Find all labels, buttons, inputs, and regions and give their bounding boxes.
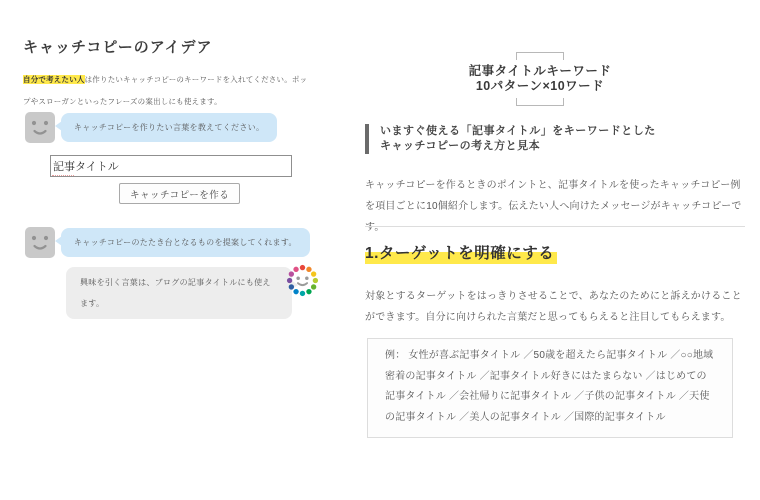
robot-face-icon	[25, 112, 55, 143]
boxed-title-line1: 記事タイトルキーワード	[468, 64, 612, 78]
intro-highlight: 自分で考えたい人	[23, 74, 85, 84]
chat-bubble-description: キャッチコピーのたたき台となるものを提案してくれます。	[61, 228, 310, 257]
section-heading-line2: キャッチコピーの考え方と見本	[380, 140, 541, 152]
item1-heading-highlight: 1.ターゲットを明確にする	[365, 245, 557, 264]
bracket-top-decoration	[516, 52, 564, 60]
spellcheck-underline	[52, 173, 74, 176]
generate-copy-button[interactable]: キャッチコピーを作る	[119, 183, 240, 204]
section-divider	[365, 226, 745, 227]
section-heading-line1: いますぐ使える「記事タイトル」をキーワードとした	[380, 125, 656, 137]
article-lead-paragraph: キャッチコピーを作るときのポイントと、記事タイトルを使ったキャッチコピー例を項目ごとに10個紹介します。伝えたい人へ向けたメッセージがキャッチコピーです。	[365, 180, 742, 233]
article-boxed-title	[390, 52, 690, 106]
chat-bubble-prompt: キャッチコピーを作りたい言葉を教えてください。	[61, 113, 277, 142]
chat-bubble-tip: 興味を引く言葉は、ブログの記事タイトルにも使えます。	[66, 267, 292, 319]
tool-title: キャッチコピーのアイデア	[23, 39, 213, 56]
keyword-input[interactable]	[50, 155, 292, 177]
rainbow-dots-smiley-icon	[286, 264, 319, 297]
item1-heading	[365, 241, 557, 263]
item1-paragraph: 対象とするターゲットをはっきりさせることで、あなたのためにと訴えかけることができます。自分に向けられた言葉だと思ってもらえると注目してもらえます。	[365, 291, 742, 323]
intro-rest: は作りたいキャッチコピーのキーワードを入れてください。ポップやスローガンといったフレーズの案出しにも使えます。	[23, 74, 308, 106]
article-section-heading	[365, 124, 760, 154]
bracket-bottom-decoration	[516, 98, 564, 106]
boxed-title-line2: 10パターン×10ワード	[475, 79, 605, 93]
item1-example-box: 例： 女性が喜ぶ記事タイトル ／50歳を超えたら記事タイトル ／○○地域密着の記事タイトル ／記事タイトル好きにはたまらない ／はじめての記事タイトル ／会社帰りに記事タイトル ／子供の記事タイトル ／天使の記事タイトル ／美人の記事タイトル ／国際的記事タイトル	[367, 338, 733, 438]
robot-face-icon	[25, 227, 55, 258]
tool-intro	[23, 69, 311, 113]
